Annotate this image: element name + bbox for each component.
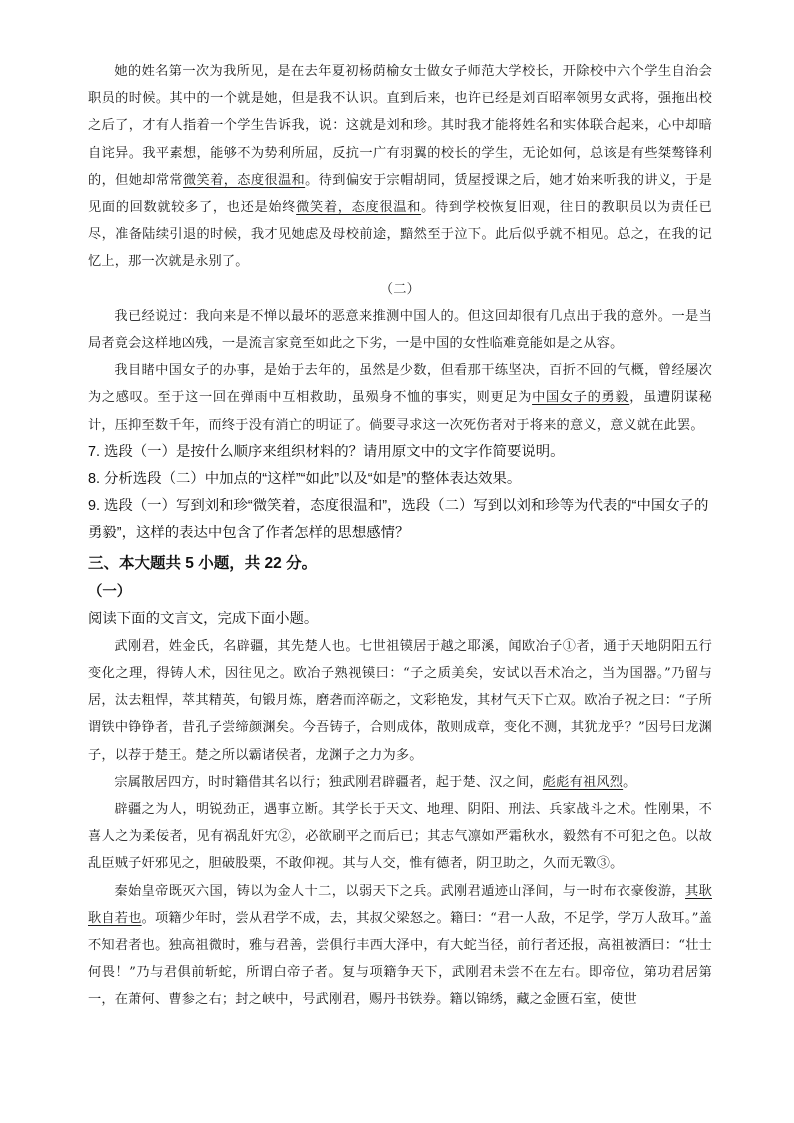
text-run: 。待到偏安于宗帽胡同，赁屋授课之后，她才始来听我的讲义，于是见面的回数就较多了，也还是始终	[88, 172, 712, 216]
questions-block	[88, 439, 712, 547]
reading-instruction: 阅读下面的文言文，完成下面小题。	[88, 610, 319, 627]
passage-paragraph	[88, 58, 712, 276]
subsection-heading: （一）	[88, 583, 132, 600]
classical-paragraph: 武刚君，姓金氏，名辟疆，其先楚人也。七世祖镆居于越之耶溪，闻欧冶子①者，通于天地阴阳五行变化之理，得铸人术，因往见之。欧冶子熟视镆曰：“子之质美矣，安试以吾术冶之，当为国器。”乃留与居，汰去粗悍，萃其精英，旬锻月炼，磨砻而淬砺之，文彩艳发，其材气天下亡双。欧冶子祝之曰：“子所谓铁中铮铮者，昔孔子尝缔颜渊矣。今吾铸子，合则成体，散则成章，变化不测，其犹龙乎？”因号曰龙渊子，以荐于楚王。楚之所以霸诸侯者，龙渊子之力为多。	[88, 638, 712, 763]
classical-passage	[88, 633, 712, 1014]
text-run: 。	[623, 774, 637, 790]
passage-section-two	[88, 276, 712, 439]
text-run: 宗属散居四方，时时籍借其名以行；独武刚君辟疆者，起于楚、汉之间，	[114, 774, 543, 790]
underlined-phrase: 微笑着，态度很温和	[296, 200, 422, 216]
passage-paragraph	[88, 357, 712, 439]
text-run: 秦始皇帝既灭六国，铸以为金人十二，以弱天下之兵。武刚君遁迹山泽间，与一时布衣豪俊游，	[114, 883, 686, 899]
passage-paragraph: 我已经说过：我向来是不惮以最坏的恶意来推测中国人的。但这回却很有几点出于我的意外。一是当局者竟会这样地凶残，一是流言家竟至如此之下劣，一是中国的女性临难竟能如是之从容。	[88, 308, 712, 352]
section-three	[88, 549, 712, 633]
underlined-phrase: 中国女子的勇毅	[532, 390, 630, 406]
text-run: 她的姓名第一次为我所见，是在去年夏初杨荫榆女士做女子师范大学校长，开除校中六个学生自治会职员的时候。其中的一个就是她，但是我不认识。直到后来，也许已经是刘百昭率领男女武将，强拖出校之后了，才有人指着一个学生告诉我，说：这就是刘和珍。其时我才能将姓名和实体联合起来，心中却暗自诧异。我平素想，能够不为势利所屈，反抗一广有羽翼的校长的学生，无论如何，总该是有些桀骜锋利的，但她却常常	[88, 64, 712, 188]
text-run: 我目睹中国女子的办事，是始于去年的，虽然是少数，但看那干练坚决，百折不回的气概，曾经屡次为之感叹。至于这一回在弹雨中互相救助，虽殒身不恤的事实，则更足为	[88, 363, 712, 406]
underlined-phrase: 微笑着，态度很温和	[182, 172, 306, 188]
text-run: ，虽遭阴谋秘计，压抑至数千年，而终于没有消亡的明证了。倘要寻求这一次死伤者对于将来的意义，意义就在此罢。	[88, 390, 712, 433]
classical-paragraph	[88, 769, 712, 796]
question-8: 8. 分析选段（二）中加点的“这样”“如此”以及“如是”的整体表达效果。	[88, 470, 522, 487]
underlined-phrase: 其耿耿自若也	[88, 883, 712, 926]
underlined-phrase: 彪彪有祖风烈	[542, 774, 624, 790]
section-two-heading: （二）	[379, 281, 421, 297]
classical-paragraph: 辟疆之为人，明锐劲正，遇事立断。其学长于天文、地理、阴阳、刑法、兵家战斗之术。性刚果，不喜人之为柔佞者，见有祸乱奸宄②，必欲刷平之而后已；其志气凛如严霜秋水，毅然有不可犯之色。以故乱臣贼子奸邪见之，胆破股栗，不敢仰视。其与人交，惟有德者，阴卫助之，久而无斁③。	[88, 802, 712, 872]
classical-paragraph	[88, 878, 712, 1014]
text-run: 。待到学校恢复旧观，往日的教职员以为责任已尽，准备陆续引退的时候，我才见她虑及母校前途，黯然至于泣下。此后似乎就不相见。总之，在我的记忆上，那一次就是永别了。	[88, 200, 713, 270]
passage-section-one	[88, 58, 712, 276]
question-7: 7. 选段（一）是按什么顺序来组织材料的？请用原文中的文字作简要说明。	[88, 443, 565, 460]
text-run: 。项籍少年时，尝从君学不成，去，其叔父梁怒之。籍曰：“君一人敌，不足学，学万人敌耳。”盖不知君者也。独高祖微时，雅与君善，尝俱行丰西大泽中，有大蛇当径，前行者还报，高祖被酒曰：“壮士何畏！”乃与君俱前斩蛇，所谓白帝子者。复与项籍争天下，武刚君未尝不在左右。即帝位，第功君居第一，在萧何、曹参之右；封之峡中，号武刚君，赐丹书铁券。籍以锦绣，藏之金匮石室，使世	[88, 910, 712, 1008]
question-9: 9. 选段（一）写到刘和珍“微笑着，态度很温和”，选段（二）写到以刘和珍等为代表的“中国女子的勇毅”，这样的表达中包含了作者怎样的思想感情？	[88, 497, 709, 541]
section-three-heading: 三、本大题共 5 小题，共 22 分。	[88, 554, 318, 572]
